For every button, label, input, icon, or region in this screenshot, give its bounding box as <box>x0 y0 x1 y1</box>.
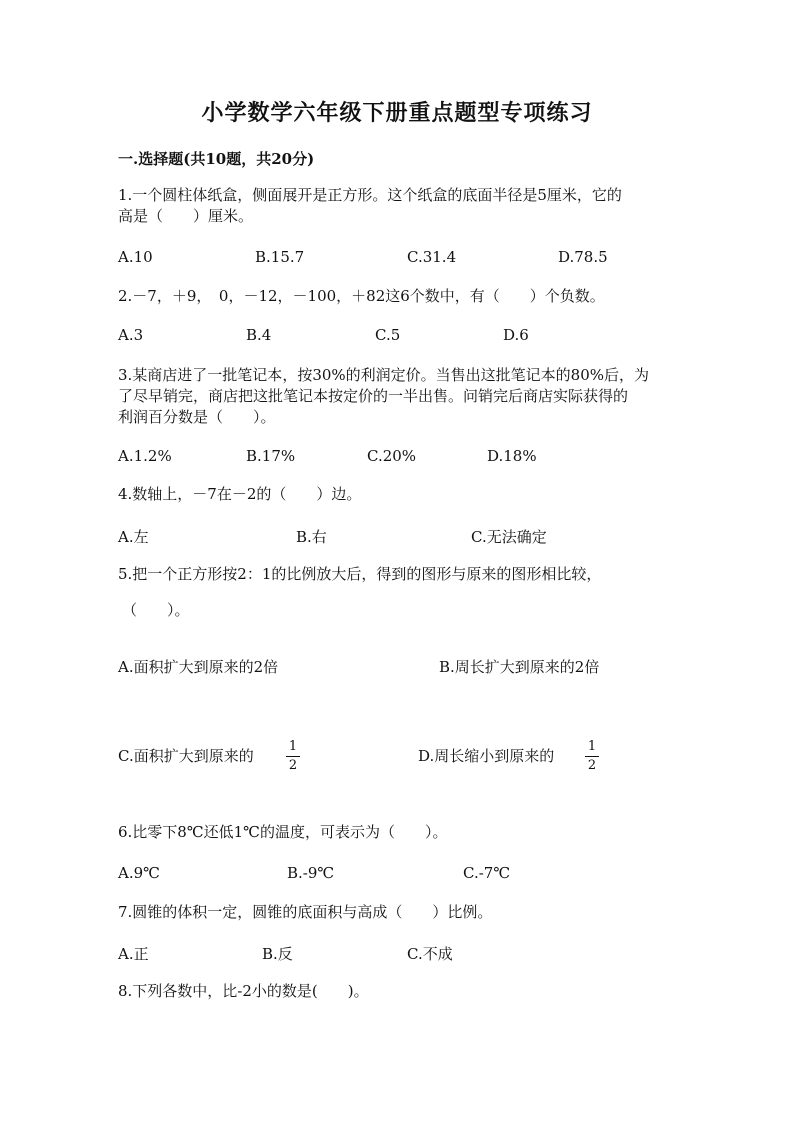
fraction-denominator: 2 <box>587 758 597 773</box>
question-2-option-d: D.6 <box>503 326 529 344</box>
question-2-option-a: A.3 <box>118 326 144 344</box>
question-1-option-b: B.15.7 <box>255 248 305 266</box>
question-4-option-a: A.左 <box>118 528 149 546</box>
question-5-option-c: C.面积扩大到原来的 <box>118 747 254 765</box>
question-4-option-c: C.无法确定 <box>471 528 547 546</box>
question-7-option-b: B.反 <box>262 945 293 963</box>
question-3-option-a: A.1.2% <box>118 447 172 465</box>
question-5-option-c-fraction <box>286 739 300 774</box>
question-5-line-2: （ ）。 <box>122 601 190 619</box>
question-3-option-c: C.20% <box>367 447 417 465</box>
fraction-numerator: 1 <box>288 739 298 754</box>
question-5-option-d: D.周长缩小到原来的 <box>418 747 555 765</box>
question-7-line-1: 7.圆锥的体积一定，圆锥的底面积与高成（ ）比例。 <box>118 903 493 921</box>
question-2-option-b: B.4 <box>246 326 272 344</box>
fraction-bar <box>286 756 300 757</box>
question-5-option-d-fraction <box>585 739 599 774</box>
question-5-option-a: A.面积扩大到原来的2倍 <box>118 658 279 676</box>
question-6-option-a: A.9℃ <box>118 864 160 882</box>
question-1-line-1: 1.一个圆柱体纸盒，侧面展开是正方形。这个纸盒的底面半径是5厘米，它的 <box>118 186 622 204</box>
fraction-denominator: 2 <box>288 758 298 773</box>
question-2-option-c: C.5 <box>375 326 401 344</box>
question-1-option-d: D.78.5 <box>558 248 608 266</box>
fraction-bar <box>585 756 599 757</box>
question-8-line-1: 8.下列各数中，比-2小的数是( )。 <box>118 982 369 1000</box>
question-3-option-b: B.17% <box>246 447 296 465</box>
question-1-option-c: C.31.4 <box>407 248 457 266</box>
question-2-line-1: 2.－7，＋9， 0，－12，－100，＋82这6个数中，有（ ）个负数。 <box>118 287 605 305</box>
question-3-option-d: D.18% <box>487 447 537 465</box>
question-3-line-3: 利润百分数是（ ）。 <box>118 408 276 426</box>
page-title: 小学数学六年级下册重点题型专项练习 <box>201 100 593 126</box>
question-7-option-a: A.正 <box>118 945 149 963</box>
fraction-numerator: 1 <box>587 739 597 754</box>
question-6-line-1: 6.比零下8℃还低1℃的温度，可表示为（ ）。 <box>118 823 448 841</box>
question-3-line-1: 3.某商店进了一批笔记本，按30%的利润定价。当售出这批笔记本的80%后，为 <box>118 366 649 384</box>
question-7-option-c: C.不成 <box>407 945 453 963</box>
question-6-option-b: B.-9℃ <box>287 864 335 882</box>
question-4-option-b: B.右 <box>296 528 327 546</box>
question-4-line-1: 4.数轴上，－7在－2的（ ）边。 <box>118 485 362 503</box>
question-1-option-a: A.10 <box>118 248 153 266</box>
question-6-option-c: C.-7℃ <box>463 864 511 882</box>
section-heading: 一.选择题(共10题，共20分) <box>118 150 315 168</box>
question-3-line-2: 了尽早销完，商店把这批笔记本按定价的一半出售。问销完后商店实际获得的 <box>118 387 629 405</box>
question-1-line-2: 高是（ ）厘米。 <box>118 207 254 225</box>
question-5-option-b: B.周长扩大到原来的2倍 <box>439 658 600 676</box>
question-5-line-1: 5.把一个正方形按2：1的比例放大后，得到的图形与原来的图形相比较， <box>118 565 602 583</box>
